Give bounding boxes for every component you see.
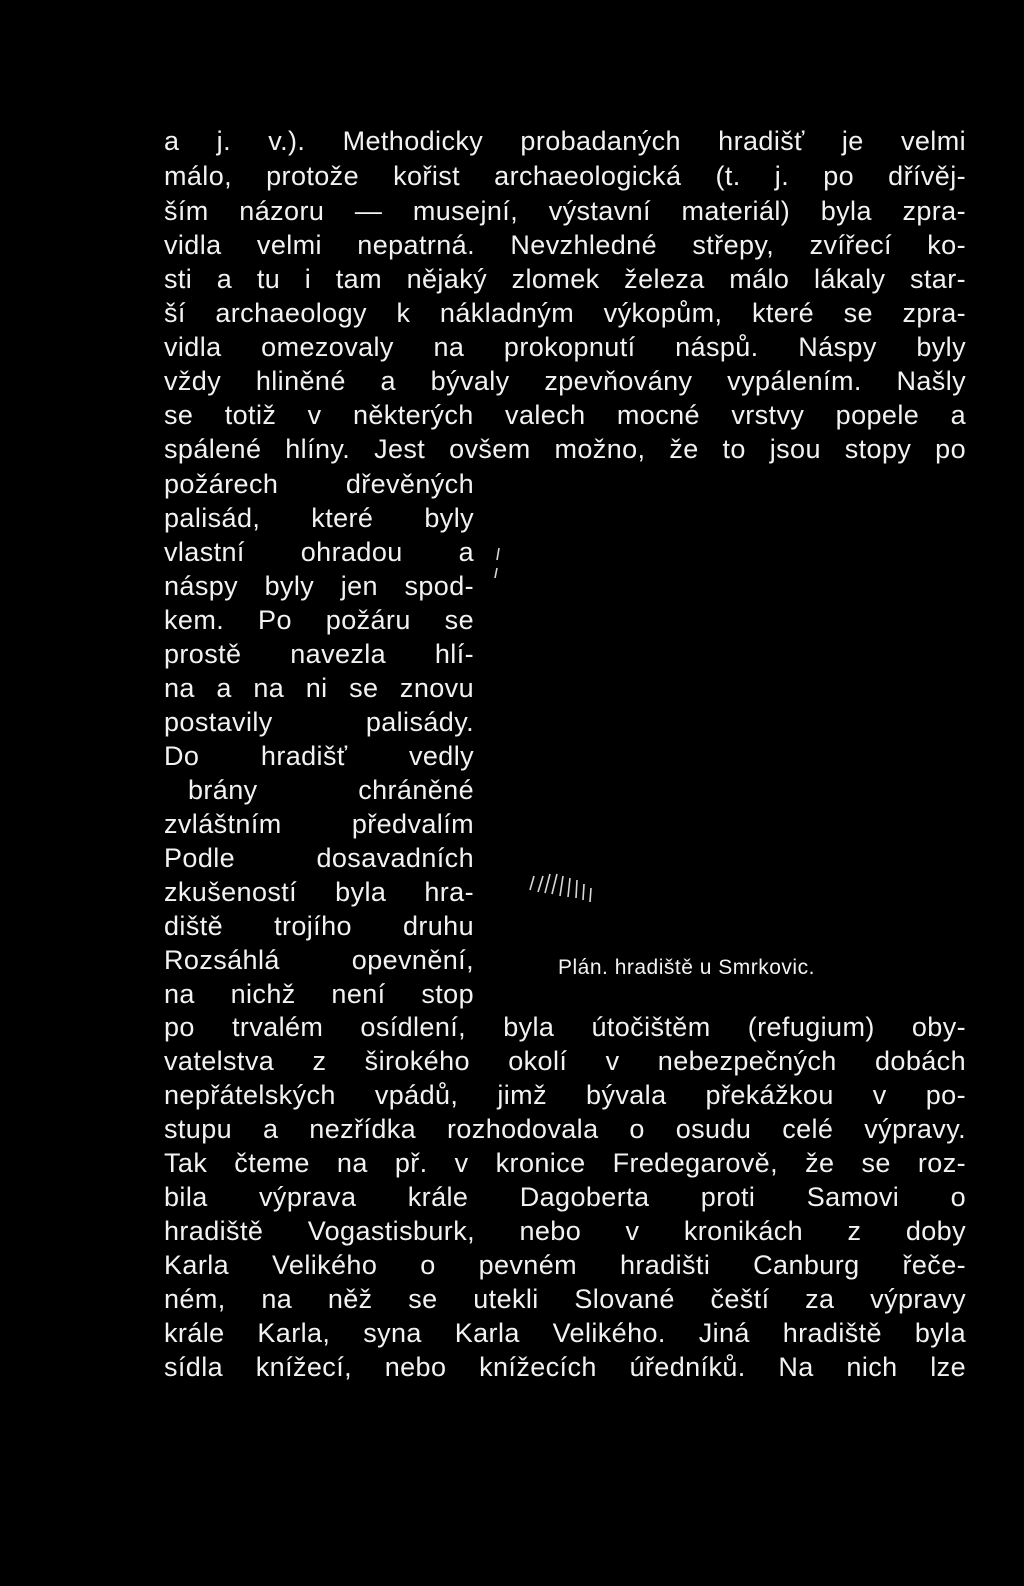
text-line: brány chráněné xyxy=(188,775,474,805)
text-line: na nichž není stop xyxy=(164,979,474,1009)
text-line: kem. Po požáru se xyxy=(164,605,474,635)
text-line: a j. v.). Methodicky probadaných hradišť je velmi xyxy=(164,126,966,156)
text-line: Karla Velikého o pevném hradišti Canburg řeče- xyxy=(164,1250,966,1280)
text-line: vždy hliněné a bývaly zpevňovány vypálením. Našly xyxy=(164,366,966,396)
text-line: sídla knížecí, nebo knížecích úředníků. Na nich lze xyxy=(164,1352,966,1382)
text-line: vlastní ohradou a xyxy=(164,537,474,567)
text-line: zvláštním předvalím xyxy=(164,809,474,839)
text-line: hradiště Vogastisburk, nebo v kronikách z doby xyxy=(164,1216,966,1246)
text-line: Do hradišť vedly xyxy=(164,741,474,771)
text-line: bila výprava krále Dagoberta proti Samovi o xyxy=(164,1182,966,1212)
text-line: se totiž v některých valech mocné vrstvy popele a xyxy=(164,400,966,430)
text-line: Tak čteme na př. v kronice Fredegarově, že se roz- xyxy=(164,1148,966,1178)
text-line: náspy byly jen spod- xyxy=(164,571,474,601)
text-line: nepřátelských vpádů, jimž bývala překážkou v po- xyxy=(164,1080,966,1110)
text-line: ším názoru — musejní, výstavní materiál) byla zpra- xyxy=(164,196,966,226)
text-line: ší archaeology k nákladným výkopům, které se zpra- xyxy=(164,298,966,328)
text-line: vidla velmi nepatrná. Nevzhledné střepy, zvířecí ko- xyxy=(164,230,966,260)
text-line: vidla omezovaly na prokopnutí náspů. Náspy byly xyxy=(164,332,966,362)
text-line: vatelstva z širokého okolí v nebezpečných dobách xyxy=(164,1046,966,1076)
text-line: krále Karla, syna Karla Velikého. Jiná hradiště byla xyxy=(164,1318,966,1348)
text-line: Rozsáhlá opevnění, xyxy=(164,945,474,975)
text-line: zkušeností byla hra- xyxy=(164,877,474,907)
text-line: sti a tu i tam nějaký zlomek železa málo lákaly star- xyxy=(164,264,966,294)
text-line: stupu a nezřídka rozhodovala o osudu celé výpravy. xyxy=(164,1114,966,1144)
text-line: postavily palisády. xyxy=(164,707,474,737)
hatch-marks xyxy=(495,548,591,902)
text-line: Podle dosavadních xyxy=(164,843,474,873)
text-line: palisád, které byly xyxy=(164,503,474,533)
text-line: diště trojího druhu xyxy=(164,911,474,941)
text-line: prostě navezla hlí- xyxy=(164,639,474,669)
text-line: po trvalém osídlení, byla útočištěm (refugium) oby- xyxy=(164,1012,966,1042)
text-line: požárech dřevěných xyxy=(164,469,474,499)
hillfort-plan-figure xyxy=(490,520,920,1000)
text-line: spálené hlíny. Jest ovšem možno, že to jsou stopy po xyxy=(164,434,966,464)
text-line: na a na ni se znovu xyxy=(164,673,474,703)
figure-caption: Plán. hradiště u Smrkovic. xyxy=(558,956,815,979)
text-line: ném, na něž se utekli Slované čeští za výpravy xyxy=(164,1284,966,1314)
text-line: málo, protože kořist archaeologická (t. j. po dřívěj- xyxy=(164,161,966,191)
